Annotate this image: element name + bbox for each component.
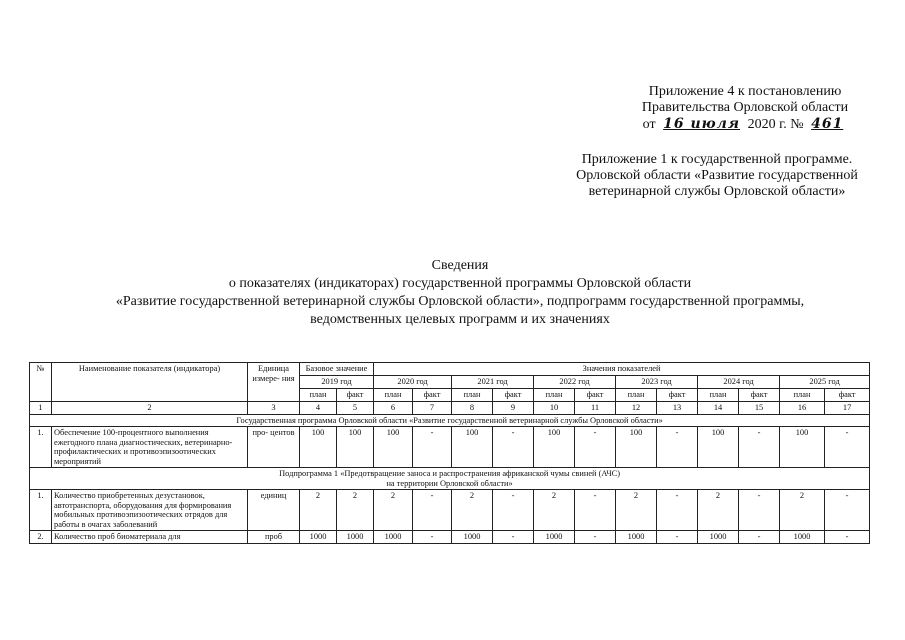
year-2025: 2025 год <box>780 376 870 389</box>
column-number-cell: 1 <box>30 402 52 415</box>
value-cell: - <box>493 490 534 531</box>
value-cell: - <box>413 531 452 544</box>
value-cell: - <box>493 427 534 468</box>
appendix-1-line1: Приложение 1 к государственной программе. <box>581 152 853 167</box>
column-number-cell: 9 <box>493 402 534 415</box>
row-num: 2. <box>30 531 52 544</box>
value-cell: - <box>739 427 780 468</box>
column-number-row <box>30 402 870 415</box>
section-subprogram-1-title <box>30 468 870 490</box>
appendix-4-prefix: от <box>642 117 656 132</box>
fact-header: факт <box>825 389 870 402</box>
row-name: Количество приобретенных дезустановок, автотранспорта, оборудования для формирования мобильных противоэпизоотических отрядов для работы в очагах заболеваний <box>52 490 248 531</box>
column-number-cell: 16 <box>780 402 825 415</box>
plan-header: план <box>780 389 825 402</box>
plan-header: план <box>452 389 493 402</box>
header-unit: Единица измере- ния <box>248 363 300 402</box>
year-2024: 2024 год <box>698 376 780 389</box>
header-num: № <box>30 363 52 402</box>
appendix-4-line2: Правительства Орловской области <box>641 100 849 115</box>
value-cell: 1000 <box>780 531 825 544</box>
column-number-cell: 10 <box>534 402 575 415</box>
value-cell: 100 <box>698 427 739 468</box>
year-2022: 2022 год <box>534 376 616 389</box>
appendix-4-block <box>635 84 855 133</box>
fact-header: факт <box>493 389 534 402</box>
appendix-1-line3: ветеринарной службы Орловской области» <box>588 184 846 199</box>
value-cell: - <box>657 531 698 544</box>
appendix-1-line2: Орловской области «Развитие государственной <box>576 168 858 183</box>
plan-header: план <box>374 389 413 402</box>
value-cell: 2 <box>616 490 657 531</box>
column-number-cell: 3 <box>248 402 300 415</box>
header-values: Значения показателей <box>374 363 870 376</box>
value-cell: 100 <box>452 427 493 468</box>
year-2021: 2021 год <box>452 376 534 389</box>
value-cell: 2 <box>374 490 413 531</box>
value-cell: 100 <box>534 427 575 468</box>
value-cell: - <box>657 427 698 468</box>
year-2020: 2020 год <box>374 376 452 389</box>
header-name: Наименование показателя (индикатора) <box>52 363 248 402</box>
plan-header: план <box>698 389 739 402</box>
table-row <box>30 490 870 531</box>
plan-header: план <box>616 389 657 402</box>
column-number-cell: 6 <box>374 402 413 415</box>
appendix-4-suffix: 2020 г. № <box>747 117 804 132</box>
row-num: 1. <box>30 490 52 531</box>
fact-header: факт <box>657 389 698 402</box>
value-cell: 2 <box>698 490 739 531</box>
fact-header: факт <box>413 389 452 402</box>
column-number-cell: 8 <box>452 402 493 415</box>
column-number-cell: 5 <box>337 402 374 415</box>
indicators-table <box>29 362 870 544</box>
column-number-cell: 7 <box>413 402 452 415</box>
column-number-cell: 15 <box>739 402 780 415</box>
heading-title: Сведения <box>431 258 489 273</box>
appendix-4-date-line <box>635 116 855 133</box>
row-name: Обеспечение 100-процентного выполнения ежегодного плана диагностических, ветеринарно-профилактических и противоэпизоотических мероприятий <box>52 427 248 468</box>
value-cell: 100 <box>374 427 413 468</box>
value-cell: 2 <box>337 490 374 531</box>
section-subprogram-1 <box>30 468 870 490</box>
fact-header: факт <box>575 389 616 402</box>
value-cell: 2 <box>300 490 337 531</box>
value-cell: 100 <box>337 427 374 468</box>
section-state-program-title: Государственная программа Орловской области «Развитие государственной ветеринарной службы Орловской области» <box>30 414 870 427</box>
value-cell: - <box>739 531 780 544</box>
value-cell: - <box>825 490 870 531</box>
value-cell: 2 <box>534 490 575 531</box>
value-cell: - <box>575 427 616 468</box>
appendix-1-block <box>557 152 877 200</box>
subprogram-title-line1: Подпрограмма 1 «Предотвращение заноса и распространения африканской чумы свиней (АЧС) <box>279 469 621 478</box>
value-cell: - <box>413 427 452 468</box>
handwritten-date-signature: 16 июля <box>663 116 741 132</box>
row-unit: проб <box>248 531 300 544</box>
value-cell: 1000 <box>300 531 337 544</box>
column-number-cell: 13 <box>657 402 698 415</box>
heading-line2: о показателях (индикаторах) государственной программы Орловской области <box>228 276 692 291</box>
value-cell: 100 <box>300 427 337 468</box>
value-cell: - <box>575 531 616 544</box>
year-2023: 2023 год <box>616 376 698 389</box>
value-cell: - <box>825 427 870 468</box>
subprogram-title-line2: на территории Орловской области» <box>386 478 513 488</box>
appendix-4-line1: Приложение 4 к постановлению <box>648 84 842 99</box>
fact-header: факт <box>739 389 780 402</box>
value-cell: 1000 <box>616 531 657 544</box>
fact-header: факт <box>337 389 374 402</box>
row-num: 1. <box>30 427 52 468</box>
value-cell: 2 <box>780 490 825 531</box>
column-number-cell: 12 <box>616 402 657 415</box>
column-number-cell: 2 <box>52 402 248 415</box>
value-cell: 1000 <box>374 531 413 544</box>
header-base: Базовое значение <box>300 363 374 376</box>
value-cell: 100 <box>780 427 825 468</box>
value-cell: 1000 <box>452 531 493 544</box>
heading-line3: «Развитие государственной ветеринарной службы Орловской области», подпрограмм государственной программы, <box>115 294 805 309</box>
value-cell: - <box>493 531 534 544</box>
value-cell: 100 <box>616 427 657 468</box>
row-unit: про- центов <box>248 427 300 468</box>
handwritten-number-signature: 461 <box>811 116 844 132</box>
document-heading <box>60 257 860 329</box>
plan-header: план <box>300 389 337 402</box>
value-cell: - <box>657 490 698 531</box>
section-state-program <box>30 414 870 427</box>
value-cell: 1000 <box>337 531 374 544</box>
heading-line4: ведомственных целевых программ и их значениях <box>310 312 610 327</box>
value-cell: 2 <box>452 490 493 531</box>
value-cell: - <box>413 490 452 531</box>
value-cell: 1000 <box>534 531 575 544</box>
value-cell: - <box>825 531 870 544</box>
column-number-cell: 17 <box>825 402 870 415</box>
column-number-cell: 11 <box>575 402 616 415</box>
year-2019: 2019 год <box>300 376 374 389</box>
column-number-cell: 4 <box>300 402 337 415</box>
value-cell: - <box>575 490 616 531</box>
plan-header: план <box>534 389 575 402</box>
column-number-cell: 14 <box>698 402 739 415</box>
table-row <box>30 531 870 544</box>
row-unit: единиц <box>248 490 300 531</box>
value-cell: - <box>739 490 780 531</box>
row-name: Количество проб биоматериала для <box>52 531 248 544</box>
value-cell: 1000 <box>698 531 739 544</box>
table-row <box>30 427 870 468</box>
